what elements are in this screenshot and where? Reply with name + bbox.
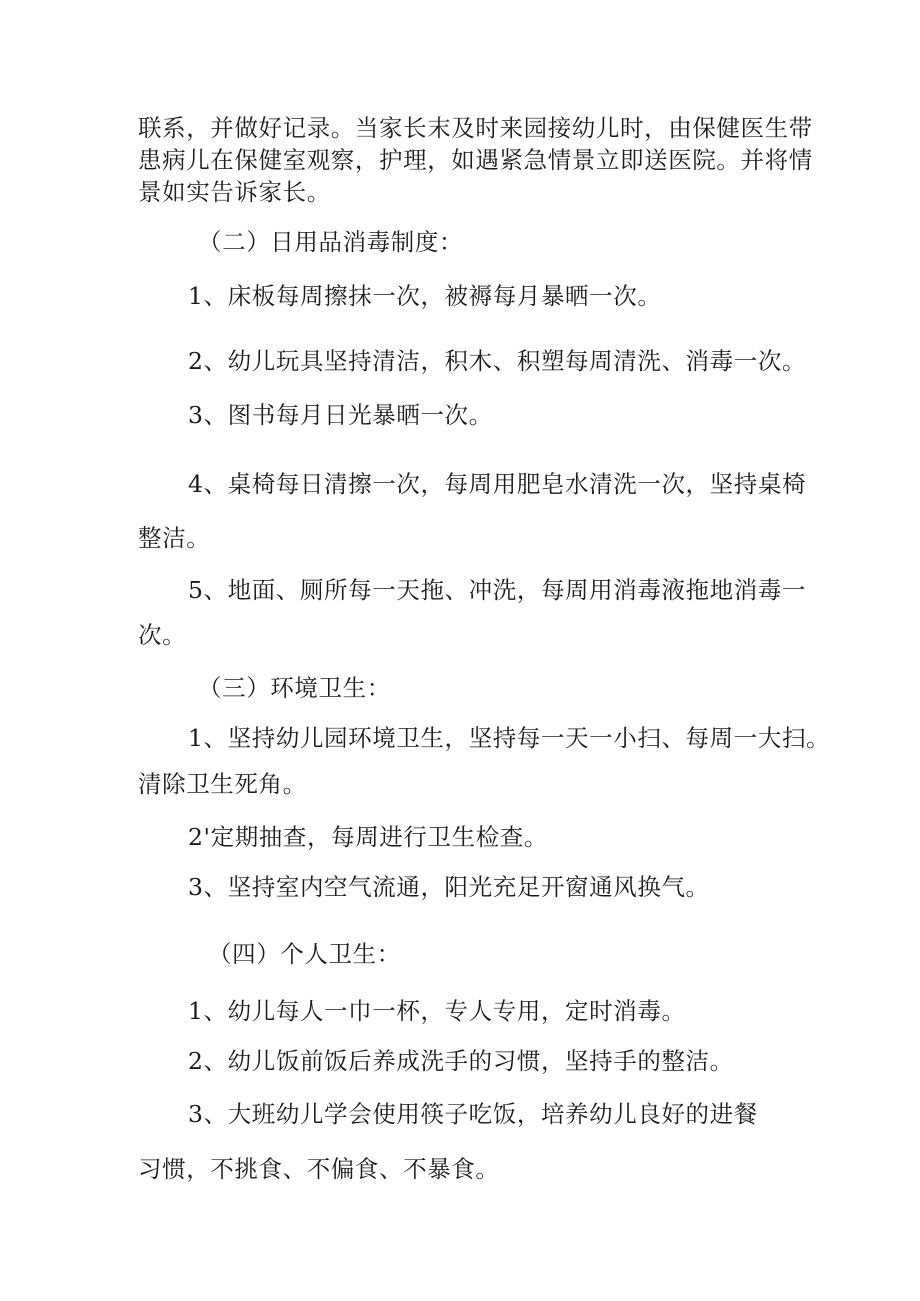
section2-heading: （二）日用品消毒制度： <box>198 228 464 256</box>
section4-item2: 2、幼儿饭前饭后养成洗手的习惯，坚持手的整洁。 <box>188 1047 734 1075</box>
section4-item1: 1、幼儿每人一巾一杯，专人专用，定时消毒。 <box>188 997 686 1025</box>
section3-item3: 3、坚持室内空气流通，阳光充足开窗通风换气。 <box>188 873 710 901</box>
section3-heading: （三）环境卫生： <box>198 674 391 702</box>
section2-item4-line1: 4、桌椅每日清擦一次，每周用肥皂水清洗一次，坚持桌椅 <box>188 470 807 498</box>
section4-item3-line2: 习惯，不挑食、不偏食、不暴食。 <box>138 1155 500 1183</box>
intro-line-1: 联系，并做好记录。当家长末及时来园接幼儿时，由保健医生带 <box>138 114 813 142</box>
intro-line-2: 患病儿在保健室观察，护理，如遇紧急情景立即送医院。并将情 <box>138 146 813 174</box>
section4-item3-line1: 3、大班幼儿学会使用筷子吃饭，培养幼儿良好的进餐 <box>188 1100 758 1128</box>
section4-heading: （四）个人卫生： <box>208 940 401 968</box>
section2-item3: 3、图书每月日光暴晒一次。 <box>188 401 493 429</box>
section3-item1-line1: 1、坚持幼儿园环境卫生，坚持每一天一小扫、每周一大扫。 <box>188 724 831 752</box>
section2-item5-line2: 次。 <box>138 621 187 649</box>
section2-item2: 2、幼儿玩具坚持清洁，积木、积塑每周清洗、消毒一次。 <box>188 347 807 375</box>
section3-item1-line2: 清除卫生死角。 <box>138 770 307 798</box>
section2-item4-line2: 整洁。 <box>138 524 211 552</box>
intro-line-3: 景如实告诉家长。 <box>138 178 331 206</box>
section2-item1: 1、床板每周擦抹一次，被褥每月暴晒一次。 <box>188 282 662 310</box>
section2-item5-line1: 5、地面、厕所每一天拖、冲洗，每周用消毒液拖地消毒一 <box>188 576 807 604</box>
section3-item2: 2'定期抽查，每周进行卫生检查。 <box>188 823 549 851</box>
